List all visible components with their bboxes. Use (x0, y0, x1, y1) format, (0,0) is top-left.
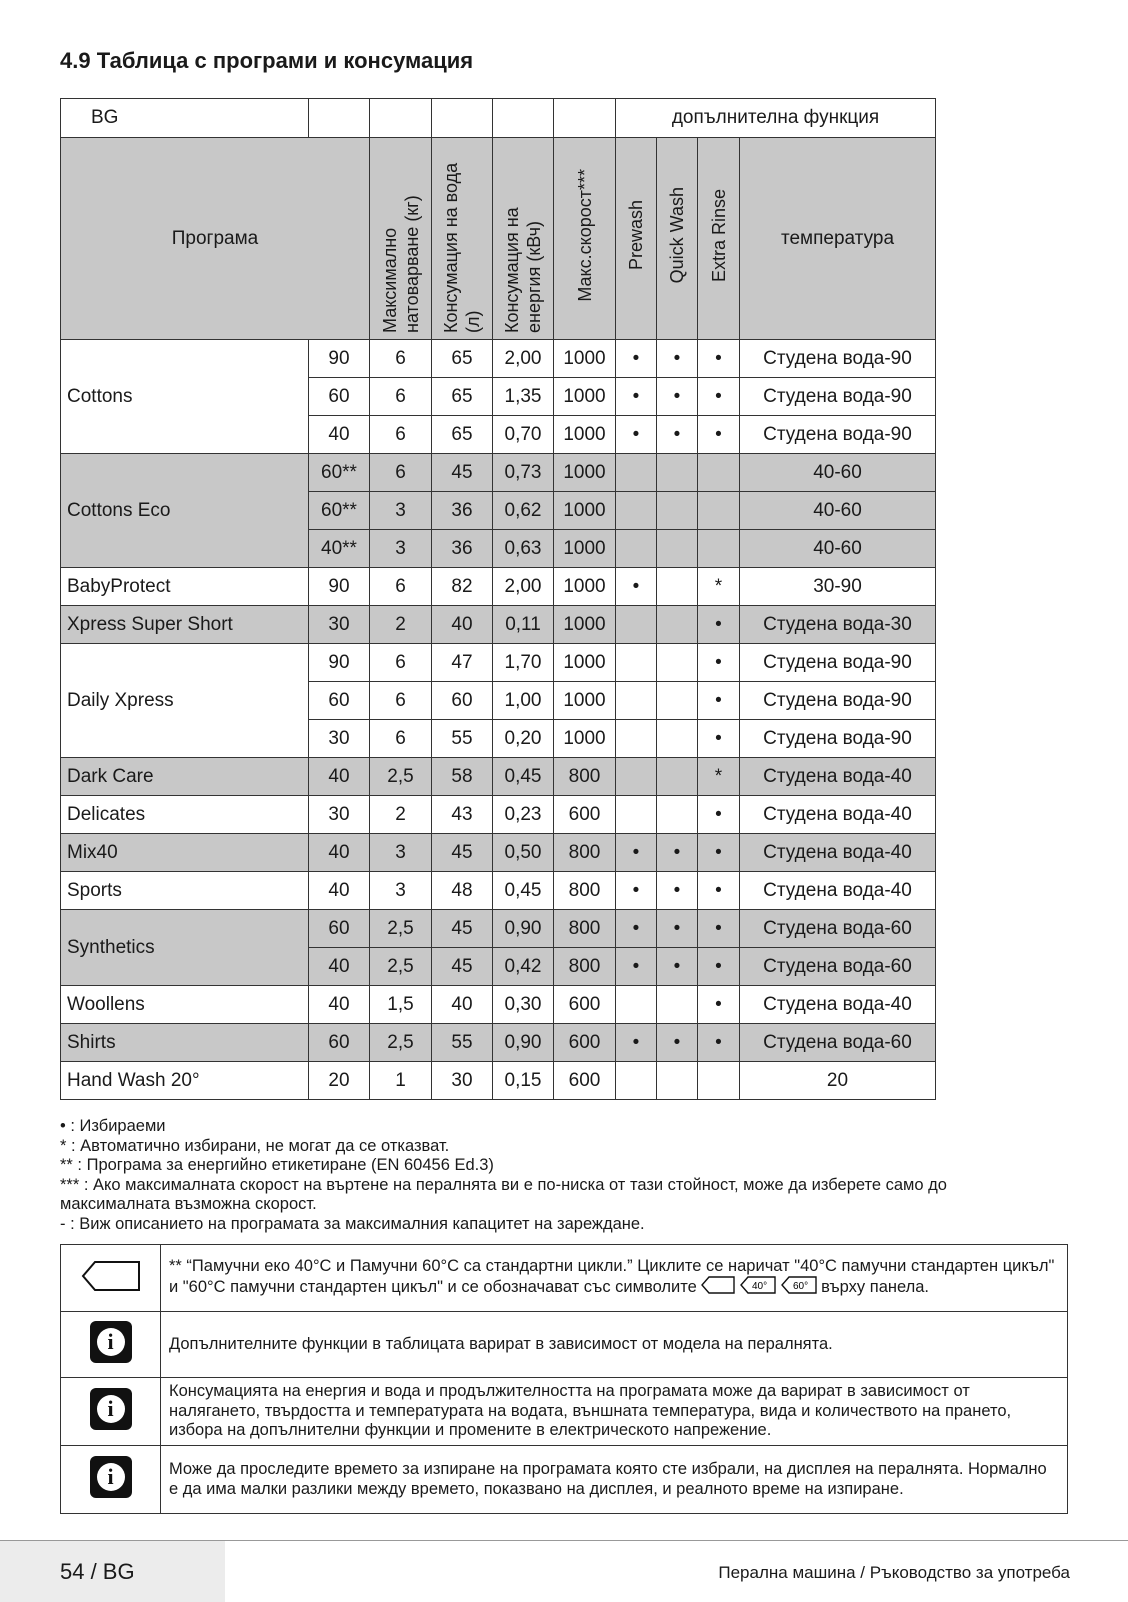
max-load-cell: 1,5 (370, 986, 432, 1024)
extra-rinse-cell: • (698, 1024, 740, 1062)
max-load-cell: 3 (370, 492, 432, 530)
temperature-cell: Студена вода-60 (740, 1024, 936, 1062)
temp-setting-cell: 60** (309, 492, 370, 530)
temp-setting-cell: 90 (309, 340, 370, 378)
energy-cell: 1,00 (493, 682, 554, 720)
quick-wash-cell: • (657, 1024, 698, 1062)
max-speed-cell: 1000 (554, 378, 616, 416)
quick-wash-cell (657, 720, 698, 758)
water-cell: 45 (432, 834, 493, 872)
max-load-cell: 6 (370, 682, 432, 720)
extra-rinse-cell: • (698, 910, 740, 948)
max-speed-cell: 1000 (554, 644, 616, 682)
max-speed-cell: 600 (554, 1062, 616, 1100)
extra-rinse-cell: • (698, 796, 740, 834)
temp-setting-cell: 60 (309, 1024, 370, 1062)
max-load-cell: 3 (370, 872, 432, 910)
quick-wash-cell (657, 644, 698, 682)
water-cell: 65 (432, 340, 493, 378)
extra-rinse-cell: • (698, 986, 740, 1024)
quick-wash-cell: • (657, 416, 698, 454)
info-note-consumption: Консумацията на енергия и вода и продължителността на програмата може да варират в зависимост от наляганeто, твърдостта и температурата на водата, външната температура, вида и количеството на прането, избора на допълнителни функции и промените в електрическото напрежение. (161, 1378, 1068, 1446)
max-load-cell: 2,5 (370, 1024, 432, 1062)
eco-label-icon (61, 1245, 161, 1312)
info-icon: i (90, 1456, 132, 1498)
max-load-cell: 3 (370, 530, 432, 568)
page-footer (0, 1540, 1128, 1602)
eco-note-tail: върху панела. (821, 1278, 930, 1297)
max-load-cell: 2 (370, 796, 432, 834)
temperature-cell: 20 (740, 1062, 936, 1100)
quick-wash-cell (657, 568, 698, 606)
table-row (61, 796, 936, 834)
energy-cell: 2,00 (493, 340, 554, 378)
temperature-cell: 40-60 (740, 454, 936, 492)
eco-cycles-note (161, 1245, 1068, 1312)
temp-setting-cell: 30 (309, 606, 370, 644)
country-code: BG (61, 99, 309, 138)
temp-setting-cell: 40 (309, 986, 370, 1024)
quick-wash-cell (657, 796, 698, 834)
temp-setting-cell: 40 (309, 948, 370, 986)
table-row (61, 834, 936, 872)
table-row (61, 606, 936, 644)
max-speed-cell: 1000 (554, 682, 616, 720)
quick-wash-cell (657, 454, 698, 492)
water-cell: 45 (432, 910, 493, 948)
max-load-cell: 6 (370, 340, 432, 378)
max-speed-cell: 600 (554, 796, 616, 834)
prewash-cell: • (616, 568, 657, 606)
extra-rinse-cell (698, 492, 740, 530)
energy-cell: 1,35 (493, 378, 554, 416)
temperature-cell: 40-60 (740, 492, 936, 530)
temperature-cell: Студена вода-90 (740, 416, 936, 454)
page-title: 4.9 Таблица с програми и консумация (60, 48, 474, 73)
temperature-cell: 40-60 (740, 530, 936, 568)
page-number: 54 / BG (60, 1559, 135, 1584)
energy-cell: 0,15 (493, 1062, 554, 1100)
legend-max-speed: *** : Ако максималната скорост на въртене на пералнята ви е по-ниска от тази стойност, може да изберете само до максималната възможна скорост. (60, 1175, 947, 1213)
water-cell: 60 (432, 682, 493, 720)
info-icon: i (90, 1388, 132, 1430)
prewash-cell: • (616, 910, 657, 948)
max-speed-cell: 1000 (554, 454, 616, 492)
temp-setting-cell: 60 (309, 682, 370, 720)
temp-setting-cell: 40** (309, 530, 370, 568)
max-speed-cell: 1000 (554, 492, 616, 530)
temperature-cell: Студена вода-90 (740, 720, 936, 758)
energy-cell: 0,90 (493, 1024, 554, 1062)
program-name: Cottons (61, 340, 309, 454)
max-speed-cell: 800 (554, 834, 616, 872)
prewash-cell (616, 644, 657, 682)
prewash-cell: • (616, 872, 657, 910)
svg-text:60°: 60° (792, 1281, 808, 1292)
extra-rinse-cell: • (698, 378, 740, 416)
temperature-cell: Студена вода-90 (740, 340, 936, 378)
water-cell: 47 (432, 644, 493, 682)
extra-rinse-cell: • (698, 340, 740, 378)
max-load-cell: 2,5 (370, 758, 432, 796)
prewash-cell (616, 606, 657, 644)
prewash-cell: • (616, 378, 657, 416)
footer-title: Перална машина / Ръководство за употреба (718, 1563, 1070, 1582)
energy-cell: 0,30 (493, 986, 554, 1024)
page-number-box (0, 1541, 225, 1602)
temp-setting-cell: 60** (309, 454, 370, 492)
max-speed-cell: 1000 (554, 530, 616, 568)
prewash-cell (616, 530, 657, 568)
temp-setting-cell: 40 (309, 834, 370, 872)
quick-wash-cell (657, 492, 698, 530)
water-cell: 48 (432, 872, 493, 910)
temp-setting-cell: 90 (309, 644, 370, 682)
eco-blank-icon (701, 1276, 735, 1294)
quick-wash-cell (657, 758, 698, 796)
water-cell: 45 (432, 948, 493, 986)
temperature-header: температура (740, 138, 936, 340)
water-cell: 36 (432, 530, 493, 568)
program-name: Xpress Super Short (61, 606, 309, 644)
extra-rinse-cell (698, 454, 740, 492)
extra-rinse-cell: • (698, 644, 740, 682)
temp-setting-cell: 30 (309, 796, 370, 834)
legend-notes (60, 1117, 1060, 1234)
program-header: Програма (61, 138, 370, 340)
table-row (61, 758, 936, 796)
energy-cell: 0,45 (493, 758, 554, 796)
program-name: Mix40 (61, 834, 309, 872)
temperature-cell: Студена вода-30 (740, 606, 936, 644)
prewash-cell: • (616, 340, 657, 378)
extra-rinse-cell: • (698, 720, 740, 758)
eco-note-text: ** “Памучни еко 40°C и Памучни 60°C са стандартни цикли.” Циклите се наричат "40°C памучни стандартен цикъл" и "60°C памучни стандартен цикъл" и се обозначават със символите (169, 1256, 1055, 1297)
max-speed-cell: 600 (554, 986, 616, 1024)
max-load-cell: 2,5 (370, 910, 432, 948)
prewash-cell (616, 454, 657, 492)
max-load-cell: 6 (370, 568, 432, 606)
prewash-cell: • (616, 416, 657, 454)
max-speed-cell: 800 (554, 758, 616, 796)
extra-rinse-cell: • (698, 416, 740, 454)
water-cell: 55 (432, 720, 493, 758)
temp-setting-cell: 40 (309, 416, 370, 454)
max-load-cell: 3 (370, 834, 432, 872)
prewash-cell: • (616, 834, 657, 872)
eco-60-icon (781, 1276, 817, 1294)
extra-rinse-cell: • (698, 682, 740, 720)
program-name: Woollens (61, 986, 309, 1024)
table-row (61, 454, 936, 492)
program-name: BabyProtect (61, 568, 309, 606)
prewash-cell: • (616, 948, 657, 986)
legend-energy-label: ** : Програма за енергийно етикетиране (EN 60456 Ed.3) (60, 1156, 494, 1174)
max-load-cell: 6 (370, 454, 432, 492)
quick-wash-cell (657, 530, 698, 568)
temp-setting-cell: 40 (309, 758, 370, 796)
extra-rinse-cell: • (698, 834, 740, 872)
temp-setting-cell: 20 (309, 1062, 370, 1100)
legend-auto: * : Автоматично избирани, не могат да се отказват. (60, 1136, 450, 1155)
quick-wash-cell: • (657, 378, 698, 416)
temperature-cell: Студена вода-90 (740, 644, 936, 682)
info-table (60, 1244, 1068, 1514)
extra-rinse-cell: * (698, 568, 740, 606)
table-row (61, 910, 936, 948)
temperature-cell: Студена вода-90 (740, 682, 936, 720)
max-load-cell: 2,5 (370, 948, 432, 986)
temp-setting-cell: 90 (309, 568, 370, 606)
temperature-cell: Студена вода-40 (740, 872, 936, 910)
table-row (61, 1024, 936, 1062)
max-speed-cell: 800 (554, 948, 616, 986)
energy-cell: 0,73 (493, 454, 554, 492)
program-table (60, 98, 936, 1100)
temperature-cell: Студена вода-90 (740, 378, 936, 416)
program-name: Cottons Eco (61, 454, 309, 568)
quick-wash-cell (657, 1062, 698, 1100)
energy-cell: 0,90 (493, 910, 554, 948)
quick-wash-cell (657, 606, 698, 644)
table-row (61, 986, 936, 1024)
max-load-cell: 6 (370, 720, 432, 758)
energy-cell: 0,20 (493, 720, 554, 758)
extra-rinse-cell: * (698, 758, 740, 796)
prewash-cell (616, 796, 657, 834)
max-speed-cell: 1000 (554, 606, 616, 644)
prewash-cell (616, 1062, 657, 1100)
info-note-functions: Допълнителните функции в таблицата варират в зависимост от модела на пералнята. (161, 1312, 1068, 1378)
temp-setting-cell: 60 (309, 378, 370, 416)
quick-wash-header: Quick Wash (667, 187, 687, 284)
extra-rinse-header: Extra Rinse (708, 188, 729, 283)
temperature-cell: Студена вода-40 (740, 834, 936, 872)
program-name: Synthetics (61, 910, 309, 986)
energy-cell: 0,50 (493, 834, 554, 872)
energy-cell: 0,11 (493, 606, 554, 644)
energy-cell: 1,70 (493, 644, 554, 682)
max-load-cell: 6 (370, 416, 432, 454)
energy-cell: 0,23 (493, 796, 554, 834)
temperature-cell: Студена вода-60 (740, 910, 936, 948)
water-cell: 55 (432, 1024, 493, 1062)
table-row (61, 568, 936, 606)
extra-rinse-cell (698, 530, 740, 568)
max-load-cell: 2 (370, 606, 432, 644)
water-cell: 43 (432, 796, 493, 834)
legend-capacity: - : Виж описанието на програмата за максималния капацитет на зареждане. (60, 1214, 645, 1233)
max-speed-cell: 1000 (554, 416, 616, 454)
quick-wash-cell (657, 682, 698, 720)
quick-wash-cell: • (657, 910, 698, 948)
prewash-cell (616, 986, 657, 1024)
temp-setting-cell: 40 (309, 872, 370, 910)
prewash-cell (616, 758, 657, 796)
water-cell: 58 (432, 758, 493, 796)
max-speed-cell: 1000 (554, 568, 616, 606)
energy-header: Консумация на енергия (кВч) (502, 207, 544, 333)
max-speed-cell: 1000 (554, 340, 616, 378)
max-load-cell: 1 (370, 1062, 432, 1100)
extra-rinse-cell: • (698, 872, 740, 910)
eco-40-icon (740, 1276, 776, 1294)
temperature-cell: Студена вода-40 (740, 758, 936, 796)
energy-cell: 0,63 (493, 530, 554, 568)
quick-wash-cell: • (657, 340, 698, 378)
prewash-header: Prewash (626, 200, 646, 271)
program-name: Hand Wash 20° (61, 1062, 309, 1100)
water-cell: 65 (432, 416, 493, 454)
prewash-cell: • (616, 1024, 657, 1062)
quick-wash-cell: • (657, 948, 698, 986)
water-header: Консумация на вода (л) (441, 162, 483, 333)
water-cell: 82 (432, 568, 493, 606)
temperature-cell: Студена вода-40 (740, 796, 936, 834)
energy-cell: 0,70 (493, 416, 554, 454)
water-cell: 36 (432, 492, 493, 530)
program-name: Dark Care (61, 758, 309, 796)
info-icon: i (90, 1321, 132, 1363)
max-speed-cell: 800 (554, 910, 616, 948)
program-name: Daily Xpress (61, 644, 309, 758)
water-cell: 45 (432, 454, 493, 492)
program-name: Delicates (61, 796, 309, 834)
energy-cell: 0,42 (493, 948, 554, 986)
energy-cell: 0,62 (493, 492, 554, 530)
quick-wash-cell (657, 986, 698, 1024)
temp-setting-cell: 30 (309, 720, 370, 758)
info-note-display-time: Може да проследите времето за изпиране на програмата която сте избрали, на дисплея на пералнята. Нормално е да има малки разлики между времето, показвано на дисплея, и реалното време на изпиране. (161, 1446, 1068, 1514)
speed-header: Макс.скорост*** (574, 169, 595, 302)
temp-setting-cell: 60 (309, 910, 370, 948)
energy-cell: 0,45 (493, 872, 554, 910)
table-row (61, 1062, 936, 1100)
table-row (61, 340, 936, 378)
water-cell: 65 (432, 378, 493, 416)
prewash-cell (616, 682, 657, 720)
svg-text:40°: 40° (751, 1281, 768, 1292)
quick-wash-cell: • (657, 872, 698, 910)
quick-wash-cell: • (657, 834, 698, 872)
max-speed-cell: 1000 (554, 720, 616, 758)
eco-symbols (701, 1276, 816, 1300)
table-row (61, 644, 936, 682)
water-cell: 40 (432, 606, 493, 644)
table-row (61, 872, 936, 910)
legend-selectable: • : Избираеми (60, 1117, 166, 1135)
water-cell: 40 (432, 986, 493, 1024)
extra-rinse-cell: • (698, 606, 740, 644)
max-speed-cell: 600 (554, 1024, 616, 1062)
energy-cell: 2,00 (493, 568, 554, 606)
program-name: Shirts (61, 1024, 309, 1062)
max-load-cell: 6 (370, 378, 432, 416)
water-cell: 30 (432, 1062, 493, 1100)
max-speed-cell: 800 (554, 872, 616, 910)
extra-rinse-cell: • (698, 948, 740, 986)
prewash-cell (616, 720, 657, 758)
temperature-cell: 30-90 (740, 568, 936, 606)
temperature-cell: Студена вода-40 (740, 986, 936, 1024)
extra-function-header: допълнителна функция (616, 99, 936, 138)
temperature-cell: Студена вода-60 (740, 948, 936, 986)
extra-rinse-cell (698, 1062, 740, 1100)
load-header: Максимално натоварване (кг) (379, 195, 422, 333)
program-name: Sports (61, 872, 309, 910)
prewash-cell (616, 492, 657, 530)
max-load-cell: 6 (370, 644, 432, 682)
